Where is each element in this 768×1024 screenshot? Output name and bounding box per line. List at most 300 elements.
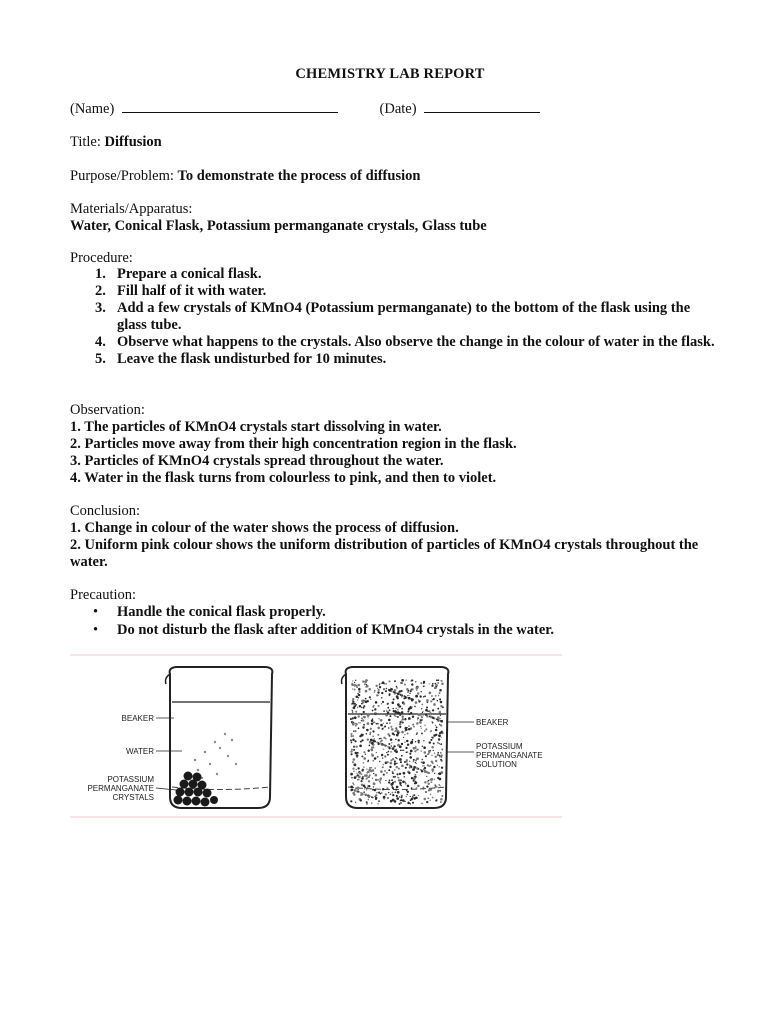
solution-particle	[359, 772, 362, 775]
solution-particle	[405, 767, 407, 769]
solution-particle	[379, 684, 380, 685]
observation-label: Observation:	[70, 402, 145, 418]
solution-particle	[353, 731, 354, 732]
solution-particle	[386, 787, 388, 789]
solution-particle	[396, 686, 398, 688]
solution-particle	[434, 784, 435, 785]
solution-particle	[354, 730, 356, 732]
solution-particle	[390, 688, 391, 689]
solution-particle	[407, 711, 409, 713]
solution-particle	[371, 719, 374, 722]
solution-particle	[368, 714, 370, 716]
solution-particle	[413, 759, 415, 761]
solution-particle	[352, 680, 353, 681]
solution-particle	[438, 784, 439, 785]
solution-particle	[383, 796, 386, 799]
solution-particle	[366, 733, 368, 735]
solution-particle	[404, 718, 406, 720]
solution-particle	[354, 682, 355, 683]
procedure-label: Procedure:	[70, 250, 133, 266]
solution-particle	[355, 685, 357, 687]
solution-particle	[433, 750, 434, 751]
solution-particle	[388, 727, 389, 728]
purpose-value: To demonstrate the process of diffusion	[177, 168, 421, 184]
solution-particle	[406, 759, 408, 761]
solution-particle	[438, 738, 440, 740]
solution-particle	[373, 722, 374, 723]
solution-particle	[361, 777, 364, 780]
observation-line: 2. Particles move away from their high concentration region in the flask.	[70, 436, 517, 452]
solution-particle	[361, 780, 363, 782]
solution-particle	[386, 683, 388, 685]
solution-particle	[350, 800, 352, 802]
solution-particle	[377, 756, 379, 758]
solution-particle	[363, 705, 365, 707]
solution-particle	[416, 767, 418, 769]
solution-particle	[436, 726, 438, 728]
solution-particle	[370, 699, 371, 700]
solution-particle	[435, 760, 437, 762]
solution-particle	[401, 715, 404, 718]
solution-particle	[422, 745, 423, 746]
solution-particle	[363, 766, 365, 768]
solution-particle	[405, 747, 407, 749]
solution-particle	[350, 786, 353, 789]
solution-particle	[418, 742, 420, 744]
solution-particle	[350, 733, 352, 735]
solution-particle	[437, 777, 439, 779]
solution-particle	[379, 761, 380, 762]
solution-particle	[414, 774, 416, 776]
solution-particle	[355, 740, 357, 742]
solution-particle	[352, 721, 353, 722]
solution-particle	[406, 796, 407, 797]
solution-particle	[400, 682, 401, 683]
solution-particle	[428, 783, 430, 785]
solution-particle	[429, 710, 430, 711]
solution-particle	[377, 691, 379, 693]
solution-particle	[439, 692, 441, 694]
solution-particle	[356, 756, 358, 758]
solution-particle	[365, 701, 368, 704]
solution-particle	[392, 732, 394, 734]
solution-particle	[389, 715, 391, 717]
solution-particle	[373, 705, 375, 707]
solution-particle	[406, 763, 408, 765]
solution-particle	[403, 772, 406, 775]
solution-particle	[355, 723, 357, 725]
solution-particle	[396, 797, 399, 800]
solution-particle	[423, 746, 426, 749]
solution-particle	[406, 794, 407, 795]
solution-particle	[364, 794, 365, 795]
solution-particle	[435, 734, 437, 736]
solution-particle	[391, 745, 392, 746]
solution-particle	[360, 794, 362, 796]
label-water: WATER	[126, 747, 154, 756]
solution-particle	[358, 684, 361, 687]
solution-particle	[371, 802, 373, 804]
solution-particle	[384, 770, 386, 772]
solution-particle	[437, 742, 439, 744]
solution-particle	[402, 719, 404, 721]
solution-particle	[407, 791, 409, 793]
solution-particle	[426, 785, 428, 787]
solution-particle	[367, 722, 370, 725]
solution-particle	[352, 710, 353, 711]
left-beaker	[156, 667, 272, 808]
precaution-label: Precaution:	[70, 587, 137, 603]
solution-particle	[420, 695, 422, 697]
solution-particle	[435, 729, 438, 732]
solution-particle	[428, 750, 431, 753]
solution-particle	[370, 728, 372, 730]
solution-particle	[416, 722, 419, 725]
solution-particle	[411, 788, 413, 790]
solution-particle	[415, 781, 416, 782]
solution-particle	[417, 692, 419, 694]
solution-particle	[411, 706, 412, 707]
solution-particle	[421, 803, 423, 805]
solution-particle	[363, 734, 364, 735]
purpose-line	[70, 168, 420, 185]
solution-particle	[397, 716, 399, 718]
solution-particle	[382, 701, 384, 703]
solution-particle	[410, 796, 411, 797]
solution-particle	[413, 747, 416, 750]
solution-particle	[430, 778, 433, 781]
solution-particle	[390, 751, 391, 752]
solution-particle	[350, 750, 352, 752]
solution-particle	[353, 794, 355, 796]
solution-particle	[431, 685, 433, 687]
solution-particle	[394, 714, 396, 716]
solution-particle	[394, 764, 396, 766]
solution-particle	[420, 726, 421, 727]
solution-particle	[403, 703, 405, 705]
solution-particle	[389, 766, 391, 768]
solution-particle	[430, 700, 432, 702]
solution-particle	[356, 696, 359, 699]
solution-particle	[411, 688, 413, 690]
solution-particle	[369, 745, 371, 747]
solution-particle	[421, 704, 423, 706]
solution-particle	[351, 777, 353, 779]
solution-particle	[441, 737, 442, 738]
solution-particle	[431, 761, 433, 763]
solution-particle	[430, 765, 432, 767]
solution-particle	[384, 725, 386, 727]
solution-particle	[351, 742, 353, 744]
solution-particle	[440, 785, 441, 786]
solution-particle	[439, 711, 442, 714]
solution-particle	[408, 772, 410, 774]
solution-particle	[380, 719, 383, 722]
solution-particle	[368, 796, 371, 799]
solution-particle	[371, 753, 372, 754]
solution-particle	[422, 713, 424, 715]
solution-particle	[440, 743, 442, 745]
solution-particle	[401, 708, 403, 710]
solution-particle	[377, 688, 378, 689]
solution-particle	[424, 695, 426, 697]
solution-particle	[391, 747, 392, 748]
solution-particle	[432, 717, 434, 719]
solution-particle	[409, 753, 411, 755]
solution-particle	[437, 700, 439, 702]
solution-particle	[429, 800, 430, 801]
solution-particle	[437, 708, 439, 710]
solution-particle	[396, 687, 397, 688]
solution-particle	[421, 761, 423, 763]
solution-particle	[387, 707, 389, 709]
solution-particle	[392, 794, 394, 796]
solution-particle	[351, 749, 353, 751]
solution-particle	[384, 683, 386, 685]
solution-particle	[407, 743, 409, 745]
solution-particle	[399, 773, 401, 775]
solution-particle	[436, 718, 438, 720]
solution-particle	[416, 690, 417, 691]
solution-particle	[352, 711, 354, 713]
solution-particle	[404, 761, 406, 763]
solution-particle	[407, 697, 408, 698]
solution-particle	[426, 699, 429, 702]
title-value: Diffusion	[104, 134, 162, 150]
solution-particle	[360, 722, 361, 723]
procedure-step: Observe what happens to the crystals. Also observe the change in the colour of water in the flask.	[117, 334, 715, 350]
solution-particle	[437, 754, 439, 756]
solution-particle	[377, 727, 380, 730]
solution-particle	[439, 698, 441, 700]
solution-particle	[380, 743, 382, 745]
solution-particle	[400, 799, 402, 801]
solution-particle	[375, 779, 378, 782]
solution-particle	[417, 749, 419, 751]
solution-particle	[427, 710, 429, 712]
diffusion-figure	[70, 652, 562, 820]
solution-particle	[399, 803, 401, 805]
solution-particle	[397, 731, 399, 733]
solution-particle	[440, 715, 441, 716]
solution-particle	[410, 750, 413, 753]
conclusion-line: 1. Change in colour of the water shows the process of diffusion.	[70, 520, 459, 536]
label-crystals-2: PERMANGANATE	[87, 784, 154, 793]
solution-particle	[351, 753, 353, 755]
solution-particle	[412, 724, 414, 726]
solution-particle	[438, 695, 439, 696]
solution-particle	[367, 717, 368, 718]
label-solution-3: SOLUTION	[476, 760, 517, 769]
solution-particle	[441, 754, 443, 756]
solution-particle	[440, 798, 443, 801]
solution-particle	[353, 771, 355, 773]
solution-particle	[401, 764, 404, 767]
solution-particle	[395, 711, 398, 714]
solution-particle	[441, 795, 443, 797]
solution-particle	[408, 725, 410, 727]
solution-particle	[429, 716, 430, 717]
solution-particle	[409, 693, 410, 694]
solution-particle	[386, 688, 387, 689]
solution-particle	[436, 684, 438, 686]
solution-particle	[391, 742, 392, 743]
solution-particle	[429, 741, 431, 743]
solution-particle	[368, 799, 370, 801]
solution-particle	[426, 706, 428, 708]
solution-particle	[439, 743, 440, 744]
solution-particle	[401, 694, 402, 695]
solution-particle	[386, 772, 387, 773]
solution-particle	[394, 769, 396, 771]
solution-particle	[370, 732, 372, 734]
solution-particle	[381, 697, 383, 699]
beaker-illustration	[70, 652, 562, 820]
solution-particle	[415, 681, 416, 682]
solution-particle	[376, 723, 378, 725]
solution-particle	[441, 683, 444, 686]
solution-particle	[420, 682, 422, 684]
solution-particle	[367, 760, 369, 762]
solution-particle	[399, 721, 401, 723]
solution-particle	[420, 769, 422, 771]
solution-particle	[366, 684, 367, 685]
solution-particle	[394, 746, 395, 747]
procedure-step: Leave the flask undisturbed for 10 minutes.	[117, 351, 387, 367]
solution-particle	[388, 781, 390, 783]
solution-particle	[368, 769, 369, 770]
solution-particle	[424, 730, 425, 731]
solution-particle	[368, 785, 370, 787]
solution-particle	[432, 797, 434, 799]
solution-particle	[352, 768, 354, 770]
solution-particle	[364, 788, 365, 789]
solution-particle	[365, 686, 367, 688]
solution-particle	[357, 715, 359, 717]
solution-particle	[429, 712, 431, 714]
solution-particle	[365, 690, 368, 693]
solution-particle	[361, 755, 363, 757]
solution-particle	[419, 721, 422, 724]
solution-particle	[437, 765, 438, 766]
solution-particle	[392, 771, 394, 773]
solution-particle	[412, 715, 414, 717]
solution-particle	[367, 770, 370, 773]
solution-particle	[439, 724, 440, 725]
solution-particle	[433, 766, 435, 768]
solution-particle	[374, 692, 375, 693]
solution-particle	[415, 762, 417, 764]
solution-particle	[352, 782, 354, 784]
solution-particle	[407, 785, 410, 788]
solution-particle	[368, 780, 370, 782]
right-labels	[476, 718, 543, 769]
solution-particle	[355, 776, 357, 778]
solution-particle	[422, 788, 423, 789]
solution-particle	[406, 752, 408, 754]
solution-particle	[361, 734, 363, 736]
solution-particle	[377, 779, 379, 781]
solution-particle	[363, 707, 365, 709]
solution-particle	[378, 705, 380, 707]
solution-particle	[357, 789, 358, 790]
solution-particle	[430, 788, 432, 790]
solution-particle	[424, 724, 425, 725]
solution-particle	[390, 726, 392, 728]
solution-particle	[431, 736, 433, 738]
solution-particle	[396, 766, 398, 768]
solution-particle	[399, 714, 401, 716]
solution-particle	[441, 680, 443, 682]
solution-particle	[389, 709, 391, 711]
solution-particle	[395, 789, 397, 791]
solution-particle	[366, 778, 368, 780]
solution-particle	[398, 777, 400, 779]
solution-particle	[387, 797, 389, 799]
solution-particle	[363, 785, 366, 788]
solution-particle	[382, 758, 383, 759]
solution-particle	[375, 701, 378, 704]
solution-particle	[374, 789, 376, 791]
solution-particle	[366, 768, 367, 769]
solution-particle	[420, 691, 421, 692]
solution-particle	[411, 683, 413, 685]
solution-particle	[367, 750, 369, 752]
solution-particle	[374, 721, 376, 723]
solution-particle	[388, 769, 390, 771]
solution-particle	[387, 703, 388, 704]
solution-particle	[424, 751, 427, 754]
solution-particle	[376, 741, 378, 743]
solution-particle	[365, 698, 367, 700]
solution-particle	[361, 700, 364, 703]
solution-particle	[363, 751, 365, 753]
solution-particle	[416, 771, 418, 773]
solution-particle	[380, 741, 382, 743]
solution-particle	[409, 767, 411, 769]
solution-particle	[396, 758, 397, 759]
solution-particle	[441, 767, 443, 769]
solution-particle	[376, 792, 378, 794]
solution-particle	[436, 799, 437, 800]
solution-particle	[383, 764, 384, 765]
solution-particle	[424, 765, 425, 766]
solution-particle	[416, 776, 417, 777]
solution-particle	[362, 719, 364, 721]
solution-particle	[355, 725, 357, 727]
purpose-label: Purpose/Problem:	[70, 168, 174, 184]
solution-particle	[387, 711, 389, 713]
solution-particle	[380, 724, 383, 727]
solution-particle	[393, 776, 395, 778]
solution-particle	[373, 782, 376, 785]
label-crystals-1: POTASSIUM	[107, 775, 154, 784]
solution-particle	[385, 690, 387, 692]
label-solution-1: POTASSIUM	[476, 742, 523, 751]
solution-particle	[363, 724, 365, 726]
solution-particle	[417, 785, 420, 788]
solution-particle	[435, 725, 436, 726]
solution-particle	[413, 780, 415, 782]
procedure-step: Prepare a conical flask.	[117, 266, 262, 282]
solution-particle	[386, 710, 388, 712]
solution-particle	[427, 781, 428, 782]
solution-particle	[434, 756, 436, 758]
solution-particle	[361, 714, 362, 715]
solution-particle	[413, 777, 416, 780]
solution-particle	[436, 679, 438, 681]
solution-particle	[401, 711, 404, 714]
